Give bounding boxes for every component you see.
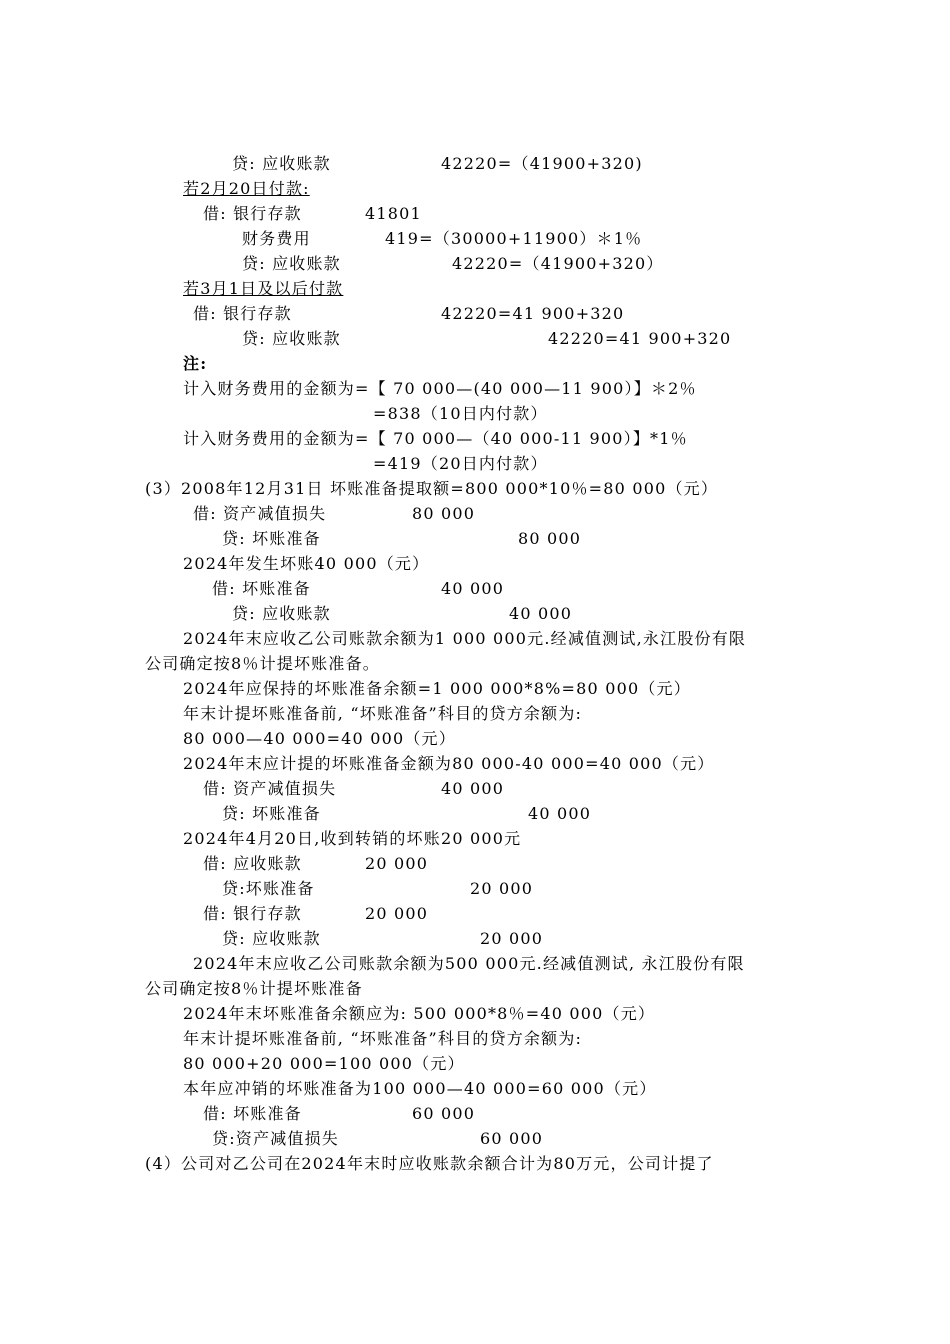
entry-credit-amount: 40 000 bbox=[509, 604, 573, 623]
entry-debit-label: 借: 银行存款 bbox=[203, 904, 302, 923]
entry-credit-label: 贷: 应收账款 bbox=[242, 254, 341, 273]
entry-credit-amount: 42220=（41900+320） bbox=[452, 254, 664, 273]
entry-debit-label: 借: 应收账款 bbox=[203, 854, 302, 873]
paragraph-line: 2024年发生坏账40 000（元） bbox=[183, 554, 430, 573]
paragraph-line: 年末计提坏账准备前, “坏账准备”科目的贷方余额为: bbox=[183, 1029, 583, 1048]
entry-credit-amount: 20 000 bbox=[480, 929, 544, 948]
entry-debit-amount: 42220=41 900+320 bbox=[441, 304, 625, 323]
entry-debit-amount: 20 000 bbox=[365, 904, 429, 923]
entry-credit-amount: 42220=41 900+320 bbox=[548, 329, 732, 348]
entry-credit-amount: 42220=（41900+320) bbox=[441, 154, 643, 173]
entry-credit-label: 贷: 应收账款 bbox=[232, 604, 331, 623]
paragraph-line: 2024年应保持的坏账准备余额=1 000 000*8%=80 000（元） bbox=[183, 679, 691, 698]
paragraph-line: 80 000+20 000=100 000（元） bbox=[183, 1054, 465, 1073]
entry-debit-label: 财务费用 bbox=[242, 229, 311, 248]
paragraph-line: 计入财务费用的金额为=【 70 000—(40 000—11 900）】＊2％ bbox=[183, 379, 697, 398]
entry-debit-label: 借: 银行存款 bbox=[203, 204, 302, 223]
section-heading: (3）2008年12月31日 坏账准备提取额=800 000*10％=80 000（元） bbox=[145, 479, 719, 498]
entry-debit-amount: 60 000 bbox=[412, 1104, 476, 1123]
paragraph-line: 计入财务费用的金额为=【 70 000—（40 000-11 900）】*1％ bbox=[183, 429, 688, 448]
paragraph-line: 2024年末应收乙公司账款余额为1 000 000元.经减值测试,永江股份有限 bbox=[183, 629, 747, 648]
entry-debit-amount: 419=（30000+11900）＊1％ bbox=[385, 229, 643, 248]
paragraph-line: 2024年末应收乙公司账款余额为500 000元.经减值测试, 永江股份有限 bbox=[193, 954, 745, 973]
entry-credit-label: 贷: 应收账款 bbox=[222, 929, 321, 948]
entry-credit-amount: 20 000 bbox=[470, 879, 534, 898]
entry-credit-label: 贷: 坏账准备 bbox=[222, 804, 321, 823]
paragraph-line: 2024年末坏账准备余额应为: 500 000*8％=40 000（元） bbox=[183, 1004, 656, 1023]
paragraph-line: 本年应冲销的坏账准备为100 000—40 000=60 000（元） bbox=[183, 1079, 657, 1098]
section-heading: (4）公司对乙公司在2024年末时应收账款余额合计为80万元，公司计提了 bbox=[145, 1154, 714, 1173]
entry-debit-amount: 40 000 bbox=[441, 779, 505, 798]
entry-credit-label: 贷: 应收账款 bbox=[242, 329, 341, 348]
paragraph-line: =419（20日内付款） bbox=[373, 454, 548, 473]
paragraph-line: 80 000—40 000=40 000（元） bbox=[183, 729, 456, 748]
entry-credit-amount: 40 000 bbox=[528, 804, 592, 823]
paragraph-line: 公司确定按8％计提坏账准备。 bbox=[145, 654, 380, 673]
entry-debit-amount: 41801 bbox=[365, 204, 422, 223]
entry-credit-label: 贷: 坏账准备 bbox=[222, 529, 321, 548]
entry-debit-amount: 20 000 bbox=[365, 854, 429, 873]
note-heading: 注: bbox=[183, 354, 208, 373]
entry-credit-amount: 80 000 bbox=[518, 529, 582, 548]
paragraph-line: 公司确定按8％计提坏账准备 bbox=[145, 979, 363, 998]
entry-debit-label: 借: 银行存款 bbox=[193, 304, 292, 323]
paragraph-line: 2024年4月20日,收到转销的坏账20 000元 bbox=[183, 829, 522, 848]
entry-credit-label: 贷:资产减值损失 bbox=[212, 1129, 339, 1148]
entry-debit-label: 借: 坏账准备 bbox=[203, 1104, 302, 1123]
entry-debit-label: 借: 坏账准备 bbox=[212, 579, 311, 598]
entry-debit-amount: 80 000 bbox=[412, 504, 476, 523]
entry-credit-label: 贷:坏账准备 bbox=[222, 879, 315, 898]
paragraph-line: 年末计提坏账准备前, “坏账准备”科目的贷方余额为: bbox=[183, 704, 583, 723]
entry-credit-amount: 60 000 bbox=[480, 1129, 544, 1148]
entry-debit-amount: 40 000 bbox=[441, 579, 505, 598]
subheading: 若3月1日及以后付款 bbox=[183, 279, 344, 298]
entry-debit-label: 借: 资产减值损失 bbox=[203, 779, 337, 798]
entry-debit-label: 借: 资产减值损失 bbox=[193, 504, 327, 523]
paragraph-line: =838（10日内付款） bbox=[373, 404, 548, 423]
entry-credit-label: 贷: 应收账款 bbox=[232, 154, 331, 173]
subheading: 若2月20日付款: bbox=[183, 179, 310, 198]
paragraph-line: 2024年末应计提的坏账准备金额为80 000-40 000=40 000（元） bbox=[183, 754, 715, 773]
